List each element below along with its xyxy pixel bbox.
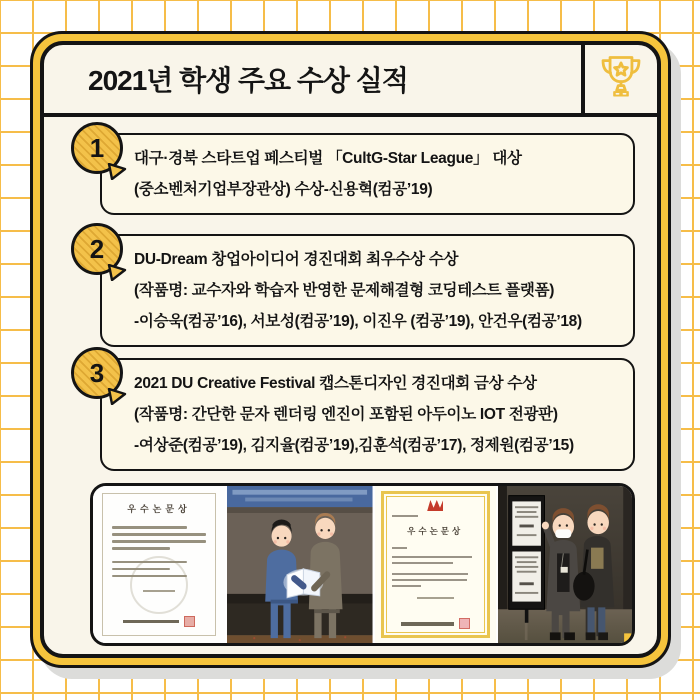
header — [44, 45, 657, 117]
award-poster-card — [30, 31, 671, 668]
content-area — [44, 117, 657, 656]
certificate-photo-1 — [93, 486, 225, 643]
badge-tail-icon — [107, 388, 127, 405]
society-logo-mark — [427, 500, 443, 511]
certificate-frame — [381, 491, 490, 638]
certificate-issuer — [394, 618, 477, 629]
certificate-photo-2 — [375, 486, 496, 643]
award-text-line: (작품명: 교수자와 학습자 반영한 문제해결형 코딩테스트 플랫폼) — [134, 282, 555, 299]
award-number-badge-3 — [71, 347, 123, 399]
badge-tail-icon — [107, 163, 127, 180]
red-seal-stamp — [184, 616, 195, 627]
certificate-issuer — [113, 616, 205, 627]
photo-strip — [90, 483, 635, 646]
award-text-line: 2021 DU Creative Festival 캡스톤디자인 경진대회 금상 수상 — [134, 375, 537, 392]
award-item-2 — [66, 234, 635, 347]
badge-number: 2 — [71, 223, 123, 275]
certificate-frame — [102, 493, 216, 636]
award-box-3 — [100, 358, 635, 471]
badge-tail-icon — [107, 264, 127, 281]
certificate-watermark — [130, 556, 188, 614]
award-ceremony-photo — [227, 486, 373, 643]
trophy-cell — [581, 45, 657, 113]
award-number-badge-2 — [71, 223, 123, 275]
award-item-3 — [66, 358, 635, 471]
page-title: 2021년 학생 주요 수상 실적 — [88, 65, 408, 96]
ceremony-illustration — [227, 486, 373, 643]
award-item-1 — [66, 133, 635, 215]
students-photo — [498, 486, 632, 643]
badge-number: 3 — [71, 347, 123, 399]
award-box-2 — [100, 234, 635, 347]
certificate-title: 우수논문상 — [407, 526, 464, 536]
students-illustration — [498, 486, 632, 643]
award-box-1 — [100, 133, 635, 215]
certificate-title: 우수논문상 — [127, 504, 191, 514]
trophy-icon — [596, 51, 646, 108]
award-text-line: -여상준(컴공’19), 김지율(컴공’19),김훈석(컴공’17), 정제원(컴공’15) — [134, 437, 574, 454]
award-text-line: -이승욱(컴공’16), 서보성(컴공’19), 이진우 (컴공’19), 안건우(컴공’18) — [134, 313, 582, 330]
award-text-line: (작품명: 간단한 문자 렌더링 엔진이 포함된 아두이노 IOT 전광판) — [134, 406, 558, 423]
red-seal-stamp — [459, 618, 470, 629]
badge-number: 1 — [71, 122, 123, 174]
award-number-badge-1 — [71, 122, 123, 174]
award-text-line: 대구·경북 스타트업 페스티벌 「CultG-Star League」 대상 — [134, 150, 522, 167]
award-text-line: DU-Dream 창업아이디어 경진대회 최우수상 수상 — [134, 251, 459, 268]
award-text-line: (중소벤처기업부장관상) 수상-신용혁(컴공’19) — [134, 181, 433, 198]
certificate-date-line — [417, 597, 454, 599]
card-inner — [40, 41, 661, 658]
